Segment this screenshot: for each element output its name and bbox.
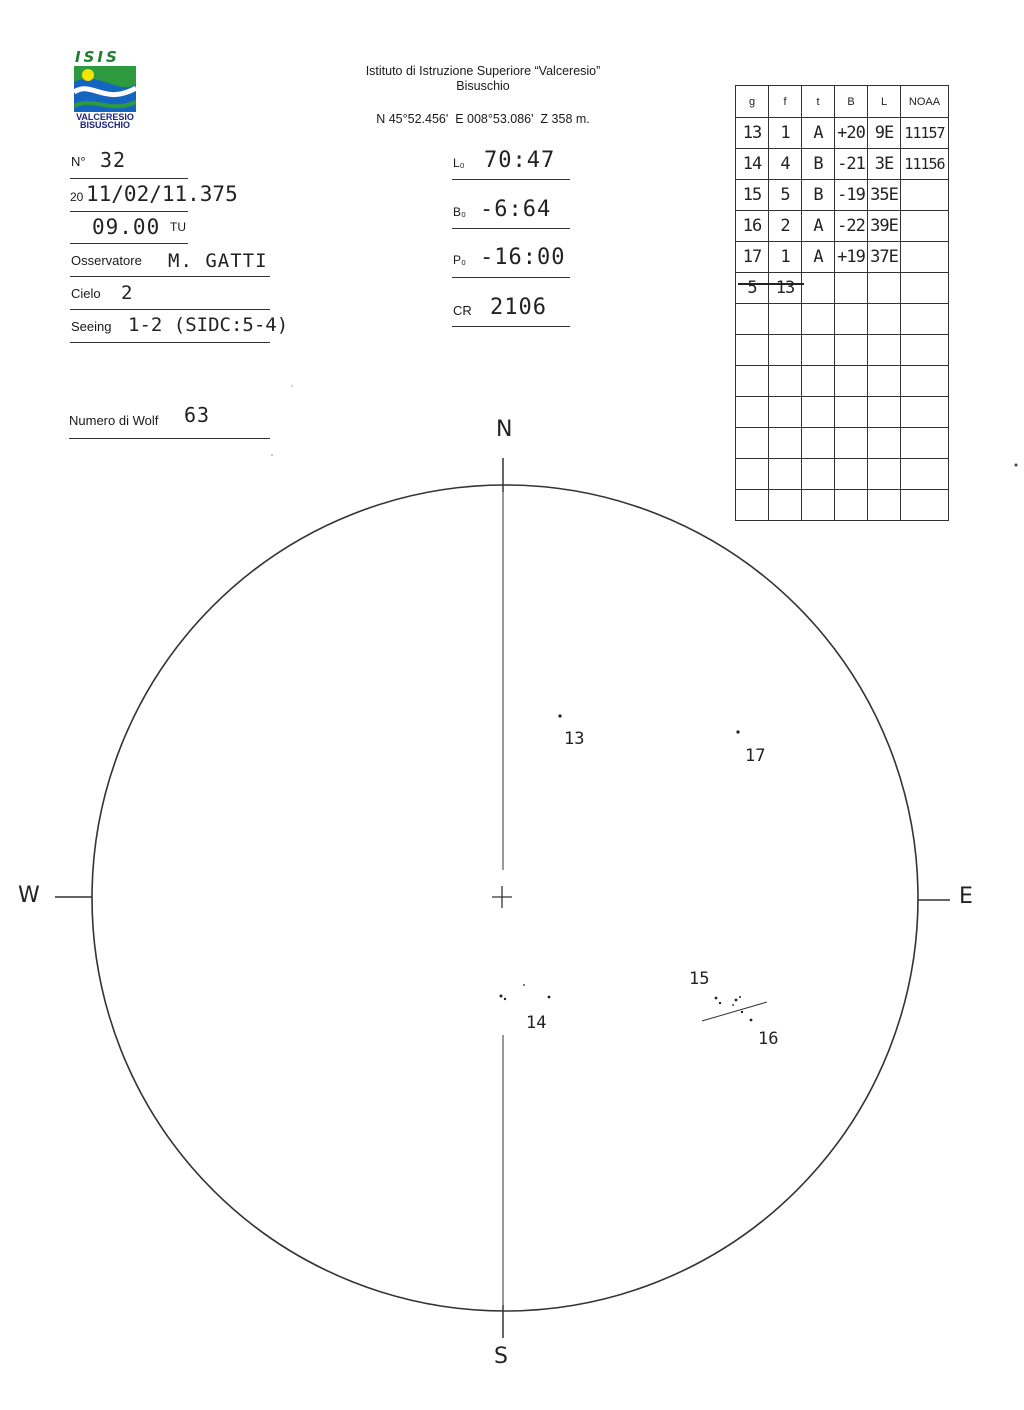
sunspot-group-13 (558, 714, 561, 717)
number-value: 32 (100, 148, 127, 172)
cell-total-groups: 5 (736, 273, 769, 304)
l0-label: L₀ (453, 156, 465, 170)
sunspot-group-17 (736, 730, 739, 733)
time-value: 09.00 (92, 215, 161, 239)
wolf-value: 63 (184, 403, 211, 427)
date-prefix: 20 (70, 190, 84, 204)
group-label-16: 16 (758, 1029, 779, 1049)
south-label: S (494, 1344, 508, 1369)
solar-disk-outline (92, 485, 918, 1311)
sunspot-group-14 (500, 984, 551, 1000)
cell-f: 5 (769, 180, 802, 211)
cell-t: A (802, 118, 835, 149)
west-label: W (18, 883, 40, 908)
cell-g: 15 (736, 180, 769, 211)
cell-t: B (802, 180, 835, 211)
cell-l: 9E (868, 118, 901, 149)
north-label: N (496, 417, 513, 442)
date-value: 11/02/11.375 (86, 182, 238, 206)
number-label: N° (71, 154, 86, 169)
cell-f: 1 (769, 242, 802, 273)
b0-label: B₀ (453, 205, 466, 219)
p0-label: P₀ (453, 253, 466, 267)
sky-label: Cielo (71, 286, 101, 301)
cell-t: A (802, 242, 835, 273)
time-unit: TU (170, 220, 186, 234)
logo-line2: BISUSCHIO (79, 120, 130, 130)
cell-b: +20 (835, 118, 868, 149)
cell-f: 4 (769, 149, 802, 180)
cell-g: 17 (736, 242, 769, 273)
station-coordinates: N 45°52.456' E 008°53.086' Z 358 m. (376, 112, 590, 126)
cell-g: 16 (736, 211, 769, 242)
header-b: B (835, 86, 868, 118)
header-noaa: NOAA (901, 86, 949, 118)
p0-value: -16:00 (480, 245, 566, 270)
cell-l: 39E (868, 211, 901, 242)
cell-total-spots: 13 (769, 273, 802, 304)
b0-value: -6:64 (480, 197, 552, 222)
observer-label: Osservatore (71, 253, 142, 268)
observer-value: M. GATTI (168, 250, 268, 272)
seeing-value: 1-2 (SIDC:5-4) (128, 314, 289, 336)
institute-town: Bisuschio (456, 79, 510, 93)
cell-l: 35E (868, 180, 901, 211)
header-f: f (769, 86, 802, 118)
cell-t: A (802, 211, 835, 242)
cell-l: 3E (868, 149, 901, 180)
wolf-label: Numero di Wolf (69, 413, 159, 428)
east-label: E (959, 884, 973, 909)
cell-b: -21 (835, 149, 868, 180)
cell-b: +19 (835, 242, 868, 273)
sunspot-group-16 (741, 1011, 753, 1022)
cell-noaa: 11157 (901, 118, 949, 149)
group-label-14: 14 (526, 1013, 547, 1033)
cell-b: -19 (835, 180, 868, 211)
cell-l: 37E (868, 242, 901, 273)
cell-t: B (802, 149, 835, 180)
seeing-label: Seeing (71, 319, 112, 334)
group-label-15: 15 (689, 969, 710, 989)
header-l: L (868, 86, 901, 118)
cell-f: 2 (769, 211, 802, 242)
group-label-13: 13 (564, 729, 585, 749)
institute-name: Istituto di Istruzione Superiore “Valceresio” (365, 64, 601, 78)
cell-g: 14 (736, 149, 769, 180)
latitude-pointer-line (702, 1002, 767, 1021)
group-label-17: 17 (745, 746, 766, 766)
cell-b: -22 (835, 211, 868, 242)
logo-line1: VALCERESIO (76, 112, 134, 122)
cr-value: 2106 (490, 295, 547, 320)
cell-noaa: 11156 (901, 149, 949, 180)
cr-label: CR (453, 303, 472, 318)
cell-g: 13 (736, 118, 769, 149)
logo-mark: ISIS (75, 48, 120, 66)
sunspot-group-15 (715, 996, 741, 1006)
l0-value: 70:47 (484, 148, 556, 173)
sky-value: 2 (121, 282, 134, 304)
cell-f: 1 (769, 118, 802, 149)
header-t: t (802, 86, 835, 118)
header-g: g (736, 86, 769, 118)
